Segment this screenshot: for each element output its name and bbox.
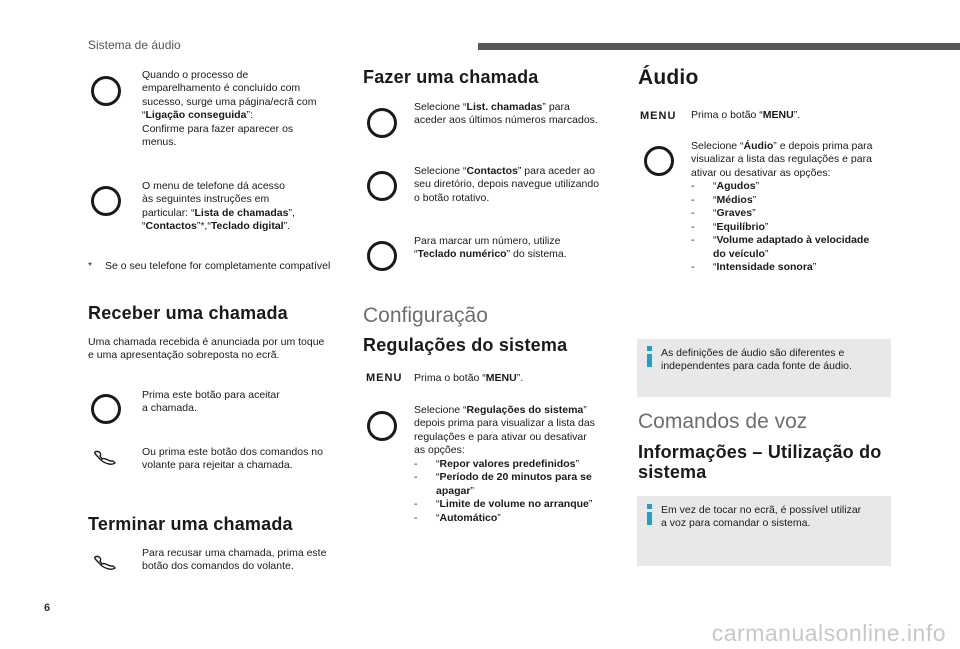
info-icon: [647, 354, 652, 367]
audio-heading: Áudio: [638, 66, 699, 89]
rotary-knob-icon: [367, 108, 397, 138]
watermark: carmanualsonline.info: [711, 620, 946, 646]
accept-call-text: Prima este botão para aceitar a chamada.: [142, 389, 280, 415]
page-header-title: Sistema de áudio: [88, 38, 181, 52]
header-bar: [478, 43, 960, 50]
footnote-text: Se o seu telefone for completamente compatível: [105, 260, 331, 272]
page-number: 6: [44, 602, 51, 614]
receive-call-heading: Receber uma chamada: [88, 303, 288, 323]
list-item: - “Equilíbrio”: [691, 221, 891, 234]
audio-info-text: As definições de áudio são diferentes e independentes para cada fonte de áudio.: [661, 347, 852, 373]
list-item: - “Intensidade sonora”: [691, 261, 891, 274]
system-options-list: [414, 458, 614, 525]
list-item: - “Graves”: [691, 207, 891, 220]
info-icon: [647, 512, 652, 525]
rotary-knob-icon: [91, 394, 121, 424]
voice-info-heading: Informações – Utilização do sistema: [638, 442, 882, 482]
list-item: - “Período de 20 minutos para se apagar”: [414, 471, 614, 498]
menu-button-icon: MENU: [366, 372, 403, 384]
voice-info-text: Em vez de tocar no ecrã, é possível utilizar a voz para comandar o sistema.: [661, 504, 862, 530]
phone-hangup-icon: [93, 448, 119, 466]
rotary-knob-icon: [367, 411, 397, 441]
audio-info-box: [637, 339, 891, 397]
keypad-text: Para marcar um número, utilize “Teclado numérico” do sistema.: [414, 235, 567, 261]
end-call-heading: Terminar uma chamada: [88, 514, 293, 534]
rotary-knob-icon: [367, 241, 397, 271]
audio-options-list: [691, 180, 891, 274]
list-item: - “Agudos”: [691, 180, 891, 193]
list-item: - “Automático”: [414, 512, 614, 525]
configuration-section-title: Configuração: [363, 304, 488, 327]
end-call-text: Para recusar uma chamada, prima este botão dos comandos do volante.: [142, 547, 327, 573]
menu-button-icon: MENU: [640, 110, 677, 122]
rotary-knob-icon: [367, 171, 397, 201]
voice-commands-section-title: Comandos de voz: [638, 410, 808, 433]
list-item: - “Volume adaptado à velocidade do veículo”: [691, 234, 883, 261]
phone-menu-text: O menu de telefone dá acesso às seguintes instruções em particular: “Lista de chamadas”, “Contactos”*,“Teclado digital”.: [142, 180, 295, 233]
rotary-knob-icon: [91, 186, 121, 216]
phone-hangup-icon: [93, 553, 119, 571]
audio-press-menu-text: Prima o botão “MENU”.: [691, 109, 801, 121]
make-call-heading: Fazer uma chamada: [363, 67, 539, 87]
list-item: - “Limite de volume no arranque”: [414, 498, 614, 511]
voice-info-box: [637, 496, 891, 566]
footnote-marker: *: [88, 260, 93, 272]
system-settings-heading: Regulações do sistema: [363, 335, 568, 355]
rotary-knob-icon: [91, 76, 121, 106]
rotary-knob-icon: [644, 146, 674, 176]
contacts-text: Selecione “Contactos” para aceder ao seu diretório, depois navegue utilizando o botão rotativo.: [414, 165, 600, 204]
reject-call-text: Ou prima este botão dos comandos no volante para rejeitar a chamada.: [142, 446, 323, 472]
receive-call-intro: Uma chamada recebida é anunciada por um toque e uma apresentação sobreposta no ecrã.: [88, 336, 325, 362]
list-item: - “Repor valores predefinidos”: [414, 458, 614, 471]
press-menu-text: Prima o botão “MENU”.: [414, 372, 524, 384]
list-item: - “Médios”: [691, 194, 891, 207]
call-list-text: Selecione “List. chamadas” para aceder aos últimos números marcados.: [414, 101, 598, 127]
audio-settings-text: Selecione “Áudio” e depois prima para visualizar a lista das regulações e para ativar ou desativar as opções: - “Agudos” - “Médios” - “Graves” - “Equilíbrio” - “Volume adaptado à velocidade do veículo” - “Intensidade sonora”: [691, 140, 891, 274]
pairing-success-text: Quando o processo de emparelhamento é concluído com sucesso, surge uma página/ecrã com “Ligação conseguida”: Confirme para fazer aparecer os menus.: [142, 69, 317, 149]
system-settings-text: Selecione “Regulações do sistema” depois prima para visualizar a lista das regulações e para ativar ou desativar as opções: - “Repor valores predefinidos” - “Período de 20 minutos para se apagar” - “Limite de volume no arranque” - “Automático”: [414, 404, 614, 525]
